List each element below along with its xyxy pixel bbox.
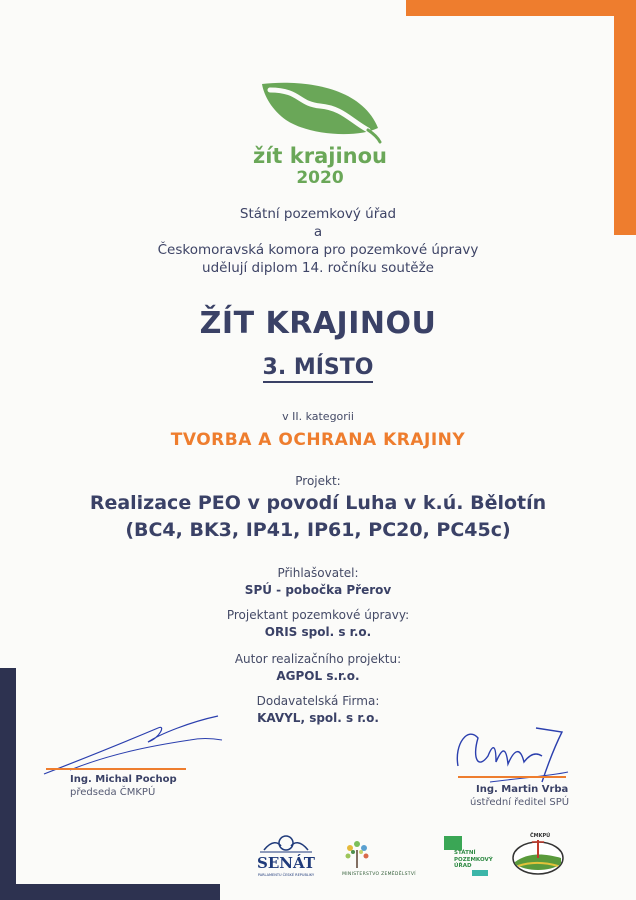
tree-icon <box>342 838 372 870</box>
mze-logo <box>334 838 424 880</box>
spu-square-bottom-icon <box>472 870 488 876</box>
leaf-icon <box>250 78 390 144</box>
mze-name: MINISTERSTVO ZEMĚDĚLSTVÍ <box>342 872 416 877</box>
supplier-label: Dodavatelská Firma: <box>256 694 380 708</box>
supplier-value: KAVYL, spol. s r.o. <box>257 711 379 725</box>
signatory-left-role: předseda ČMKPÚ <box>70 787 156 798</box>
diploma-title: ŽÍT KRAJINOU <box>199 306 437 341</box>
spu-name <box>454 850 493 870</box>
logo-name: žít krajinou <box>253 144 387 168</box>
corner-bar-right <box>614 0 636 235</box>
signatory-left-name: Ing. Michal Pochop <box>70 774 177 785</box>
intro-line-2: a <box>313 224 323 240</box>
signatory-right-role: ústřední ředitel SPÚ <box>470 797 570 808</box>
applicant-label: Přihlašovatel: <box>277 566 359 580</box>
signature-line-right <box>458 776 566 778</box>
project-codes: (BC4, BK3, IP41, IP61, PC20, PC45c) <box>125 519 511 541</box>
intro-line-4: udělují diplom 14. ročníku soutěže <box>202 260 434 276</box>
place-text: 3. MÍSTO <box>263 355 374 383</box>
corner-bar-top <box>406 0 636 16</box>
senat-sub: PARLAMENTU ČESKÉ REPUBLIKY <box>257 873 315 877</box>
signatory-right-name: Ing. Martin Vrba <box>476 784 569 795</box>
designer-label: Projektant pozemkové úpravy: <box>226 608 410 622</box>
corner-bar-bottom <box>0 884 220 900</box>
spu-line-1: STÁTNÍ <box>454 850 476 856</box>
competition-logo <box>250 78 390 188</box>
category-name: TVORBA A OCHRANA KRAJINY <box>170 430 466 450</box>
project-title: Realizace PEO v povodí Luha v k.ú. Bělotín <box>89 492 547 514</box>
senat-name: SENÁT <box>257 854 315 872</box>
project-label: Projekt: <box>295 474 341 488</box>
applicant-value: SPÚ - pobočka Přerov <box>244 583 392 597</box>
intro-text <box>0 205 636 277</box>
intro-line-1: Státní pozemkový úřad <box>239 206 397 222</box>
spu-square-top-icon <box>444 836 462 850</box>
senat-logo <box>254 832 318 882</box>
place-award <box>0 355 636 380</box>
logo-year: 2020 <box>296 168 344 188</box>
category-prefix: v II. kategorii <box>282 410 354 423</box>
author-value: AGPOL s.r.o. <box>276 669 360 683</box>
spu-line-3: ÚŘAD <box>454 863 472 869</box>
designer-value: ORIS spol. s r.o. <box>264 625 372 639</box>
signature-line-left <box>46 768 186 770</box>
senat-emblem-icon <box>254 832 318 854</box>
intro-line-3: Českomoravská komora pro pozemkové úpravy <box>157 242 479 258</box>
cmkpu-logo <box>510 832 566 876</box>
cmkpu-name: ČMKPÚ <box>530 833 551 839</box>
author-label: Autor realizačního projektu: <box>234 652 402 666</box>
spu-line-2: POZEMKOVÝ <box>454 856 493 863</box>
spu-logo <box>444 836 494 880</box>
